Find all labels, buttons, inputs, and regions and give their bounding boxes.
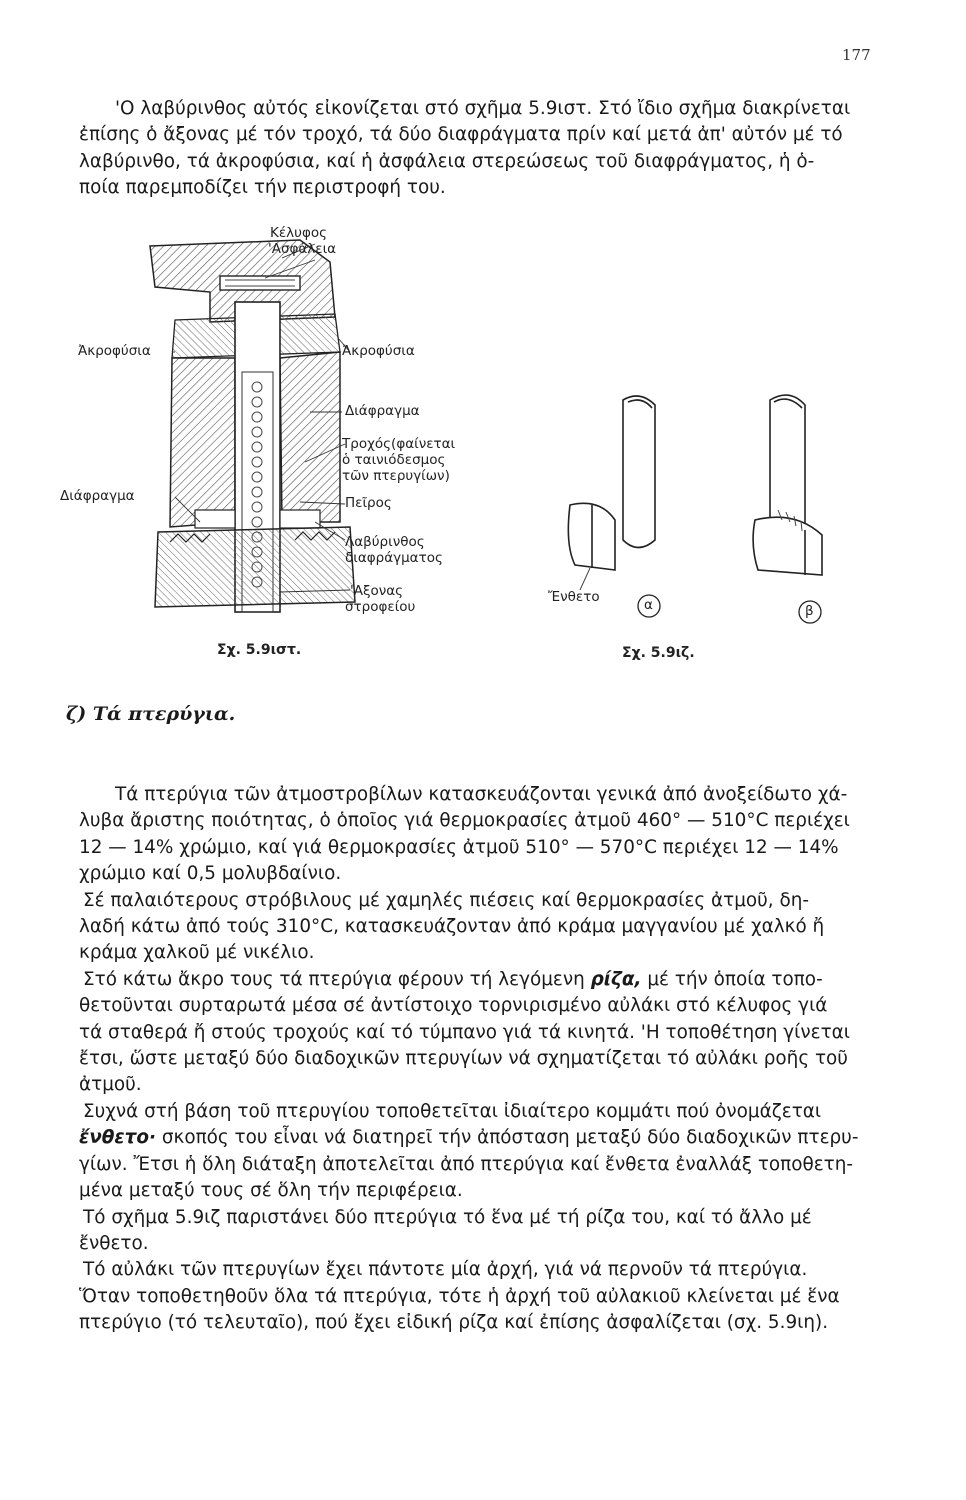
label-nozzles-right: Ἀκροφύσια [342,343,415,359]
label-nozzles-left: Ἀκροφύσια [78,343,151,359]
label-stone: Πεῖρος [345,495,392,511]
body-line: θετοῦνται συρταρωτά μέσα σέ ἀντίστοιχο τορνιρισμένο αὐλάκι στό κέλυφος γιά [79,995,828,1017]
body-line: 12 — 14% χρώμιο, καί γιά θερμοκρασίες ἀτμοῦ 510° — 570°C περιέχει 12 — 14% [79,836,839,858]
label-wheel-2: ὁ ταινιόδεσμος [342,452,446,468]
body-line: Σέ παλαιότερους στρόβιλους μέ χαμηλές πιέσεις καί θερμοκρασίες ἀτμοῦ, δη- [83,889,810,911]
body-line: κράμα χαλκοῦ μέ νικέλιο. [79,942,315,964]
label-labyrinth-1: Λαβύρινθος [345,534,425,550]
label-diaphragm-right: Διάφραγμα [345,403,420,419]
label-alpha: α [644,597,653,613]
intro-paragraph [79,96,879,202]
label-wheel-1: Τροχός(φαίνεται [342,436,456,452]
intro-line: ποία παρεμποδίζει τήν περιστροφή του. [79,177,446,199]
text-run: Στό κάτω ἄκρο τους τά πτερύγια φέρουν τή λεγόμενη [83,968,591,990]
label-diaphragm-left: Διάφραγμα [60,488,135,504]
intro-line: 'Ο λαβύρινθος αὐτός εἰκονίζεται στό σχῆμα 5.9ιστ. Στό ἴδιο σχῆμα διακρίνεται [115,98,851,119]
page-number: 177 [842,46,871,64]
body-line: πτερύγιο (τό τελευταῖο), πού ἔχει εἰδική ρίζα καί ἐπίσης ἀσφαλίζεται (σχ. 5.9ιη). [79,1312,829,1334]
figure-turbine-section [60,222,520,642]
body-line: γίων. Ἔτσι ἡ ὅλη διάταξη ἀποτελεῖται ἀπό πτερύγια καί ἔνθετα ἐναλλάξ τοποθετη- [79,1153,854,1175]
label-labyrinth-2: διαφράγματος [345,550,443,566]
body-text [79,782,879,1337]
label-beta: β [805,603,814,619]
body-line: ἔτσι, ὥστε μεταξύ δύο διαδοχικῶν πτερυγίων νά σχηματίζεται τό αὐλάκι ροῆς τοῦ [79,1048,848,1070]
label-shaft-1: 'Αξονας [350,583,404,599]
figure-blades [530,380,850,640]
emphasis-insert: ἔνθετο· [79,1127,156,1149]
body-line: χρώμιο καί 0,5 μολυβδαίνιο. [79,863,342,885]
emphasis-root: ρίζα, [590,968,642,990]
label-shell: Κέλυφος [270,225,328,241]
caption-figure-right: Σχ. 5.9ιζ. [622,645,695,661]
caption-figure-left: Σχ. 5.9ιστ. [217,642,302,658]
body-line: λαδή κάτω ἀπό τούς 310°C, κατασκευάζονταν ἀπό κράμα μαγγανίου μέ χαλκό ἤ [79,916,825,938]
body-line: Τό αὐλάκι τῶν πτερυγίων ἔχει πάντοτε μία ἀρχή, γιά νά περνοῦν τά πτερύγια. [83,1259,808,1281]
text-run: σκοπός του εἶναι νά διατηρεῖ τήν ἀπόσταση μεταξύ δύο διαδοχικῶν πτερυ- [156,1127,859,1149]
body-line: Τά πτερύγια τῶν ἀτμοστροβίλων κατασκευάζονται γενικά ἀπό ἀνοξείδωτο χά- [115,784,848,805]
body-line [79,967,879,993]
text-run: μέ τήν ὁποία τοπο- [641,968,823,990]
turbine-section-drawing [60,222,520,642]
intro-line: λαβύρινθο, τά ἀκροφύσια, καί ἡ ἀσφάλεια στερεώσεως τοῦ διαφράγματος, ἡ ὁ- [79,150,815,172]
body-line: μένα μεταξύ τους σέ ὅλη τήν περιφέρεια. [79,1180,463,1202]
body-line: Συχνά στή βάση τοῦ πτερυγίου τοποθετεῖται ἰδιαίτερο κομμάτι πού ὀνομάζεται [83,1100,822,1122]
label-shaft-2: στροφείου [345,599,416,615]
body-line: Τό σχῆμα 5.9ιζ παριστάνει δύο πτερύγια τό ἕνα μέ τή ρίζα του, καί τό ἄλλο μέ [83,1206,812,1228]
label-safety: 'Ασφάλεια [268,241,337,257]
body-line: λυβα ἄριστης ποιότητας, ὁ ὁποῖος γιά θερμοκρασίες ἀτμοῦ 460° — 510°C περιέχει [79,810,850,832]
body-line: ἀτμοῦ. [79,1074,142,1096]
label-insert: Ἔνθετο [548,589,600,605]
body-line: Ὅταν τοποθετηθοῦν ὅλα τά πτερύγια, τότε ἡ ἀρχή τοῦ αὐλακιοῦ κλείνεται μέ ἕνα [79,1285,840,1307]
body-line: ἔνθετο. [79,1232,149,1254]
label-wheel-3: τῶν πτερυγίων) [342,468,450,484]
body-line: τά σταθερά ἤ στούς τροχούς καί τό τύμπανο γιά τά κινητά. 'Η τοποθέτηση γίνεται [79,1021,851,1043]
intro-line: ἐπίσης ὁ ἄξονας μέ τόν τροχό, τά δύο διαφράγματα πρίν καί μετά ἀπ' αὐτόν μέ τό [79,124,843,146]
section-title: ζ) Τά πτερύγια. [66,703,236,725]
body-line [79,1125,879,1151]
